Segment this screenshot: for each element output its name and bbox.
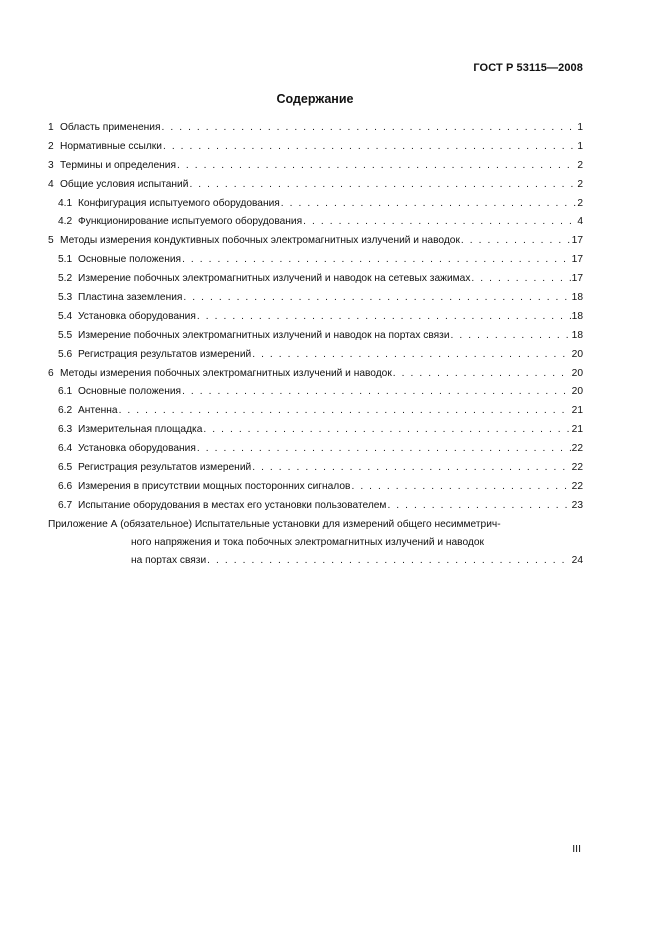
toc-entry[interactable] [48,348,583,367]
leader-dots [182,385,571,398]
toc-entry-number: 6.2 [58,405,73,417]
leader-dots [182,253,571,266]
leader-dots [177,159,576,172]
toc-entry-page: 1 [577,140,583,152]
toc-entry[interactable] [48,159,583,178]
leader-dots [197,310,571,323]
toc-entry-page: 4 [577,216,583,228]
toc-entry-page: 22 [571,462,583,474]
toc-entry[interactable] [48,197,583,216]
appendix-page-number: 24 [571,554,583,566]
toc-entry-page: 18 [571,292,583,304]
toc-entry-number: 5.1 [58,254,73,266]
toc-entry-number: 2 [48,140,54,152]
leader-dots [161,121,576,134]
toc-entry-number: 5 [48,235,54,247]
toc-entry-page: 22 [571,443,583,455]
toc-entry-page: 23 [571,499,583,511]
leader-dots [183,291,570,304]
toc-entry-title: Конфигурация испытуемого оборудования [78,197,280,209]
toc-entry[interactable] [48,480,583,499]
toc-entry-title: Пластина заземления [78,292,183,304]
toc-entry-page: 17 [571,254,583,266]
toc-entry-title: Регистрация результатов измерений [78,348,252,360]
toc-entry-title: Основные положения [78,254,182,266]
toc-entry-title: Установка оборудования [78,310,196,322]
toc-entry[interactable] [48,121,583,140]
toc-entry-number: 4 [48,178,54,190]
toc-entry-number: 5.4 [58,310,73,322]
leader-dots [203,423,570,436]
leader-dots [351,480,570,493]
toc-entry-number: 5.2 [58,273,73,285]
appendix-line-3 [48,554,583,567]
toc-entry-title: Методы измерения кондуктивных побочных электромагнитных излучений и наводок [60,235,460,247]
toc-entry-page: 18 [571,310,583,322]
toc-entry[interactable] [48,234,583,253]
toc-appendix-entry[interactable] [48,518,583,567]
toc-entry[interactable] [48,310,583,329]
toc-entry-title: Испытание оборудования в местах его установки пользователем [78,499,387,511]
toc-entry-page: 21 [571,424,583,436]
leader-dots [461,234,571,247]
toc-entry[interactable] [48,215,583,234]
toc-entry[interactable] [48,499,583,518]
toc-entry-title: Регистрация результатов измерений [78,462,252,474]
toc-entry-number: 6.4 [58,443,73,455]
toc-entry-title: Антенна [78,405,118,417]
toc-entry[interactable] [48,253,583,272]
toc-entry-title: Измерения в присутствии мощных посторонних сигналов [78,480,351,492]
leader-dots [252,461,570,474]
toc-entry-page: 20 [571,367,583,379]
toc-entry-title: Термины и определения [60,159,176,171]
toc-entry-title: Измерительная площадка [78,424,203,436]
leader-dots [197,442,571,455]
document-code: ГОСТ Р 53115—2008 [473,62,583,74]
page-number: III [572,843,581,855]
leader-dots [163,140,576,153]
toc-entry[interactable] [48,140,583,159]
toc-entry-number: 6.1 [58,386,73,398]
toc-entry-page: 2 [577,159,583,171]
leader-dots [207,554,570,567]
toc-entry-title: Измерение побочных электромагнитных излучений и наводок на сетевых зажимах [78,273,471,285]
toc-entry-number: 6.3 [58,424,73,436]
leader-dots [281,197,577,210]
toc-entry-title: Основные положения [78,386,182,398]
toc-entry[interactable] [48,272,583,291]
toc-entry-number: 5.6 [58,348,73,360]
toc-entry-number: 6.7 [58,499,73,511]
toc-entry-title: Область применения [60,122,161,133]
table-of-contents [48,121,583,567]
leader-dots [252,348,570,361]
toc-entry-page: 21 [571,405,583,417]
leader-dots [471,272,570,285]
toc-entry[interactable] [48,385,583,404]
toc-entry-page: 18 [571,329,583,341]
toc-entry-number: 5.3 [58,292,73,304]
toc-entry-number: 4.1 [58,197,73,209]
toc-entry-number: 6.6 [58,480,73,492]
toc-entry[interactable] [48,291,583,310]
toc-entry-page: 1 [577,122,583,133]
toc-title: Содержание [276,92,354,106]
toc-entry[interactable] [48,404,583,423]
appendix-line-2: ного напряжения и тока побочных электромагнитных излучений и наводок [131,536,484,548]
toc-entry[interactable] [48,461,583,480]
toc-entry-number: 5.5 [58,329,73,341]
toc-entries [48,121,583,518]
toc-entry-page: 2 [577,178,583,190]
toc-entry[interactable] [48,329,583,348]
leader-dots [393,367,571,380]
appendix-line-1: Приложение А (обязательное) Испытательные установки для измерений общего несимметрич- [48,518,501,530]
toc-entry-page: 20 [571,348,583,360]
toc-entry-number: 6 [48,367,54,379]
toc-entry[interactable] [48,178,583,197]
toc-entry-title: Общие условия испытаний [60,178,189,190]
leader-dots [119,404,571,417]
appendix-line-3-text: на портах связи [131,554,207,566]
leader-dots [303,215,576,228]
toc-entry-number: 6.5 [58,462,73,474]
toc-entry[interactable] [48,367,583,386]
leader-dots [189,178,576,191]
toc-entry-title: Методы измерения побочных электромагнитных излучений и наводок [60,367,392,379]
toc-entry[interactable] [48,423,583,442]
leader-dots [451,329,571,342]
leader-dots [387,499,570,512]
toc-entry-title: Нормативные ссылки [60,140,162,152]
toc-entry-number: 1 [48,122,54,133]
toc-entry-page: 17 [571,235,583,247]
toc-entry-page: 17 [571,273,583,285]
toc-entry-page: 20 [571,386,583,398]
toc-entry-title: Измерение побочных электромагнитных излучений и наводок на портах связи [78,329,450,341]
toc-entry-page: 2 [577,197,583,209]
toc-entry-number: 4.2 [58,216,73,228]
toc-entry-page: 22 [571,480,583,492]
toc-entry[interactable] [48,442,583,461]
toc-entry-title: Функционирование испытуемого оборудования [78,216,303,228]
toc-entry-number: 3 [48,159,54,171]
toc-entry-title: Установка оборудования [78,443,196,455]
